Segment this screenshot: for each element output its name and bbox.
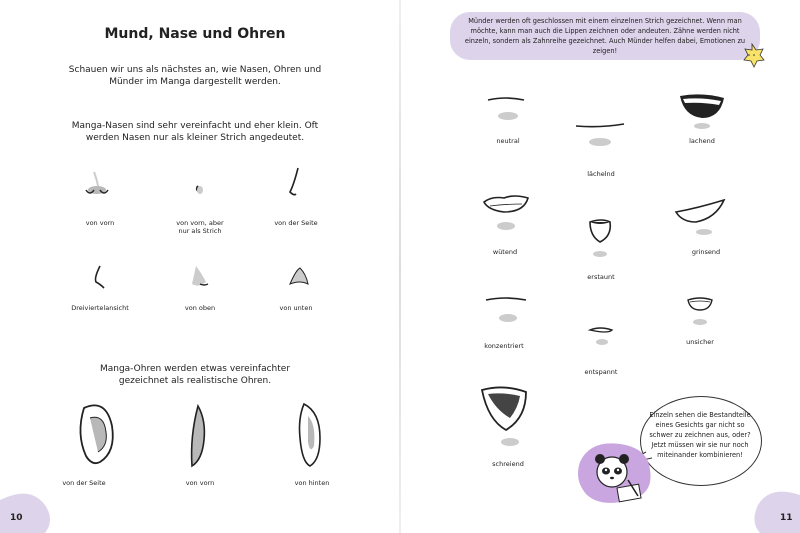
info-bubble-text: Münder werden oft geschlossen mit einem einzelnen Strich gezeichnet. Wenn man möchte, kann man auch die Lippen zeichnen oder andeuten. Zähne werden nicht einzeln, sondern als Zahnreihe gezeichnet. Auch Münder helfen dabei, Emotionen zu zeigen! xyxy=(464,17,746,55)
speech-bubble-text: Einzeln sehen die Bestandteile eines Gesichts gar nicht so schwer zu zeichnen aus, oder? Jetzt müssen wir sie nur noch miteinander kombinieren! xyxy=(649,411,751,459)
nose-label: von unten xyxy=(279,304,313,312)
ear-label: von der Seite xyxy=(62,479,106,487)
page-number-right: 11 xyxy=(780,513,793,523)
ears-text: Manga-Ohren werden etwas vereinfachter gezeichnet als realistische Ohren. xyxy=(99,364,291,386)
mouth-label: entspannt xyxy=(584,368,618,376)
mouth-label: lächelnd xyxy=(587,170,615,178)
nose-label: von der Seite xyxy=(274,219,318,227)
mouth-label: konzentriert xyxy=(484,342,524,350)
noses-text: Manga-Nasen sind sehr vereinfacht und eher klein. Oft werden Nasen nur als kleiner Strich angedeutet. xyxy=(71,121,319,143)
ear-label: von vorn xyxy=(185,479,215,487)
mouth-label: neutral xyxy=(496,137,520,145)
page-number-left: 10 xyxy=(10,513,23,523)
intro-text: Schauen wir uns als nächstes an, wie Nasen, Ohren und Münder im Manga dargestellt werden. xyxy=(68,65,322,87)
mouth-label: wütend xyxy=(492,248,518,256)
mouth-label: erstaunt xyxy=(587,273,615,281)
mouth-label: schreiend xyxy=(492,460,524,468)
nose-label: von vorn xyxy=(85,219,115,227)
nose-label: Dreiviertelansicht xyxy=(71,304,129,312)
ear-label: von hinten xyxy=(294,479,330,487)
mouth-label: lachend xyxy=(689,137,715,145)
page-title: Mund, Nase und Ohren xyxy=(104,26,286,42)
nose-label: von vorn, aber nur als Strich xyxy=(176,219,224,235)
mouth-label: grinsend xyxy=(691,248,721,256)
nose-label: von oben xyxy=(184,304,216,312)
mouth-label: unsicher xyxy=(686,338,714,346)
